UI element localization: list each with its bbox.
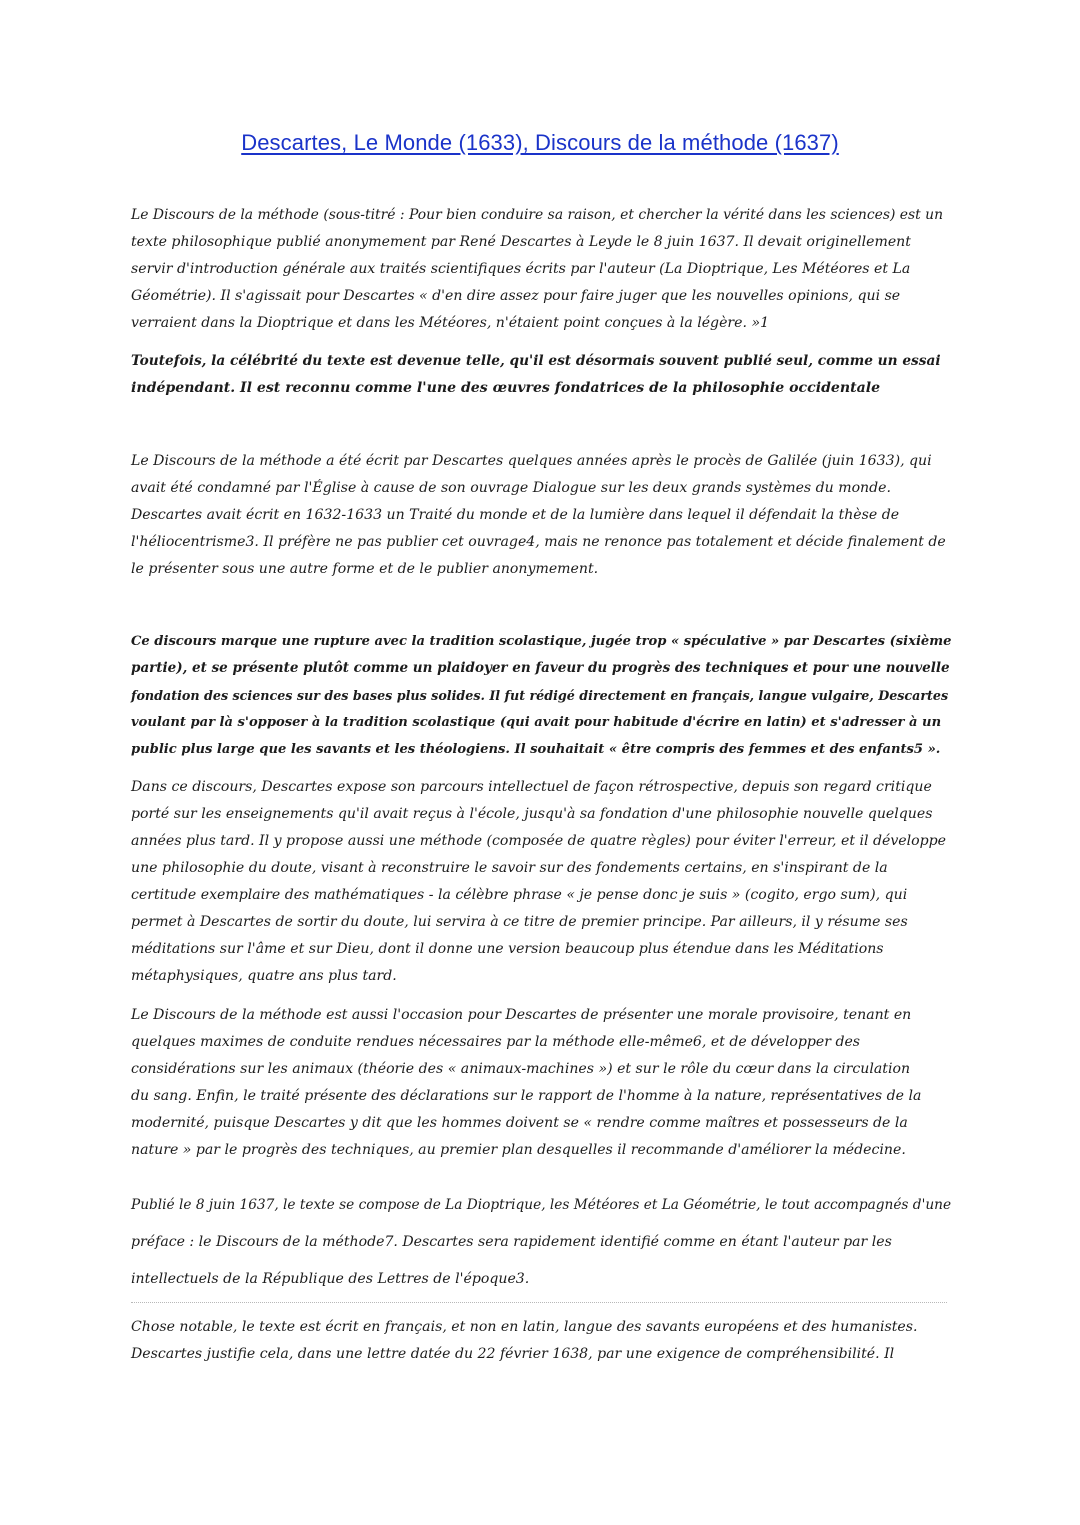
text-line: Ce discours marque une rupture avec la tradition scolastique, jugée trop « spéculative » par Descartes (sixième: [131, 634, 952, 649]
text-line: porté sur les enseignements qu'il avait reçus à l'école, jusqu'à sa fondation d'une philosophie nouvelle quelques: [131, 806, 933, 822]
dotted-divider: [131, 1302, 947, 1303]
text-line: Descartes avait écrit en 1632-1633 un Traité du monde et de la lumière dans lequel il défendait la thèse de: [131, 507, 900, 523]
text-line: public plus large que les savants et les théologiens. Il souhaitait « être compris des femmes et des enfants5 ».: [131, 742, 941, 757]
text-line: verraient dans la Dioptrique et dans les Météores, n'étaient point conçues à la légère. »1: [131, 315, 770, 331]
paragraph-rupture: [131, 628, 951, 763]
text-line: considérations sur les animaux (théorie des « animaux-machines ») et sur le rôle du cœur dans la circulation: [131, 1061, 911, 1077]
text-line: métaphysiques, quatre ans plus tard.: [131, 968, 397, 984]
text-line: fondation des sciences sur des bases plus solides. Il fut rédigé directement en français, langue vulgaire, Descartes: [131, 688, 949, 703]
text-line: quelques maximes de conduite rendues nécessaires par la méthode elle-même6, et de développer des: [131, 1034, 861, 1050]
text-line: Toutefois, la célébrité du texte est devenue telle, qu'il est désormais souvent publié seul, comme un essai: [131, 353, 941, 369]
paragraph-intro: [131, 202, 951, 337]
text-line: servir d'introduction générale aux traités scientifiques écrits par l'auteur (La Dioptrique, Les Météores et La: [131, 261, 911, 277]
text-line: Le Discours de la méthode a été écrit par Descartes quelques années après le procès de Galilée (juin 1633), qui: [131, 453, 932, 469]
paragraph-parcours: [131, 774, 951, 990]
text-line: Chose notable, le texte est écrit en français, et non en latin, langue des savants européens et des humanistes.: [131, 1319, 918, 1335]
page-title: Descartes, Le Monde (1633), Discours de la méthode (1637): [241, 130, 839, 155]
text-line: l'héliocentrisme3. Il préfère ne pas publier cet ouvrage4, mais ne renonce pas totalement et décide finalement de: [131, 534, 946, 550]
text-line: Descartes justifie cela, dans une lettre datée du 22 février 1638, par une exigence de compréhensibilité. Il: [131, 1346, 895, 1362]
text-line: texte philosophique publié anonymement par René Descartes à Leyde le 8 juin 1637. Il devait originellement: [131, 234, 911, 250]
text-line: modernité, puisque Descartes y dit que les hommes doivent se « rendre comme maîtres et possesseurs de la: [131, 1115, 908, 1131]
text-line: préface : le Discours de la méthode7. Descartes sera rapidement identifié comme en étant l'auteur par les: [131, 1234, 892, 1250]
text-line: voulant par là s'opposer à la tradition scolastique (qui avait pour habitude d'écrire en latin) et s'adresser à un: [131, 715, 942, 730]
text-line: Publié le 8 juin 1637, le texte se compose de La Dioptrique, les Météores et La Géométrie, le tout accompagnés d'une: [131, 1197, 952, 1213]
text-line: Le Discours de la méthode (sous-titré : Pour bien conduire sa raison, et chercher la vérité dans les sciences) est un: [131, 207, 944, 223]
text-line: méditations sur l'âme et sur Dieu, dont il donne une version beaucoup plus étendue dans les Méditations: [131, 941, 884, 957]
text-line: Géométrie). Il s'agissait pour Descartes « d'en dire assez pour faire juger que les nouvelles opinions, qui se: [131, 288, 901, 304]
text-line: permet à Descartes de sortir du doute, lui servira à ce titre de premier principe. Par ailleurs, il y résume ses: [131, 914, 908, 930]
paragraph-galilee: [131, 448, 951, 583]
text-line: une philosophie du doute, visant à reconstruire le savoir sur des fondements certains, en s'inspirant de la: [131, 860, 888, 876]
text-line: nature » par le progrès des techniques, au premier plan desquelles il recommande d'améliorer la médecine.: [131, 1142, 906, 1158]
text-line: Dans ce discours, Descartes expose son parcours intellectuel de façon rétrospective, depuis son regard critique: [131, 779, 932, 795]
text-line: intellectuels de la République des Lettres de l'époque3.: [131, 1271, 530, 1287]
paragraph-morale: [131, 1002, 951, 1164]
text-line: indépendant. Il est reconnu comme l'une des œuvres fondatrices de la philosophie occidentale: [131, 380, 881, 396]
text-line: du sang. Enfin, le traité présente des déclarations sur le rapport de l'homme à la nature, représentatives de la: [131, 1088, 922, 1104]
text-line: certitude exemplaire des mathématiques - la célèbre phrase « je pense donc je suis » (cogito, ergo sum), qui: [131, 887, 908, 903]
paragraph-celebrity: [131, 348, 951, 402]
text-line: partie), et se présente plutôt comme un plaidoyer en faveur du progrès des techniques et pour une nouvelle: [131, 660, 950, 676]
paragraph-langue: [131, 1314, 951, 1368]
text-line: avait été condamné par l'Église à cause de son ouvrage Dialogue sur les deux grands systèmes du monde.: [131, 480, 891, 496]
text-line: années plus tard. Il y propose aussi une méthode (composée de quatre règles) pour éviter l'erreur, et il développe: [131, 833, 947, 849]
paragraph-publication: [131, 1187, 951, 1298]
text-line: le présenter sous une autre forme et de le publier anonymement.: [131, 561, 599, 577]
text-line: Le Discours de la méthode est aussi l'occasion pour Descartes de présenter une morale provisoire, tenant en: [131, 1007, 912, 1023]
